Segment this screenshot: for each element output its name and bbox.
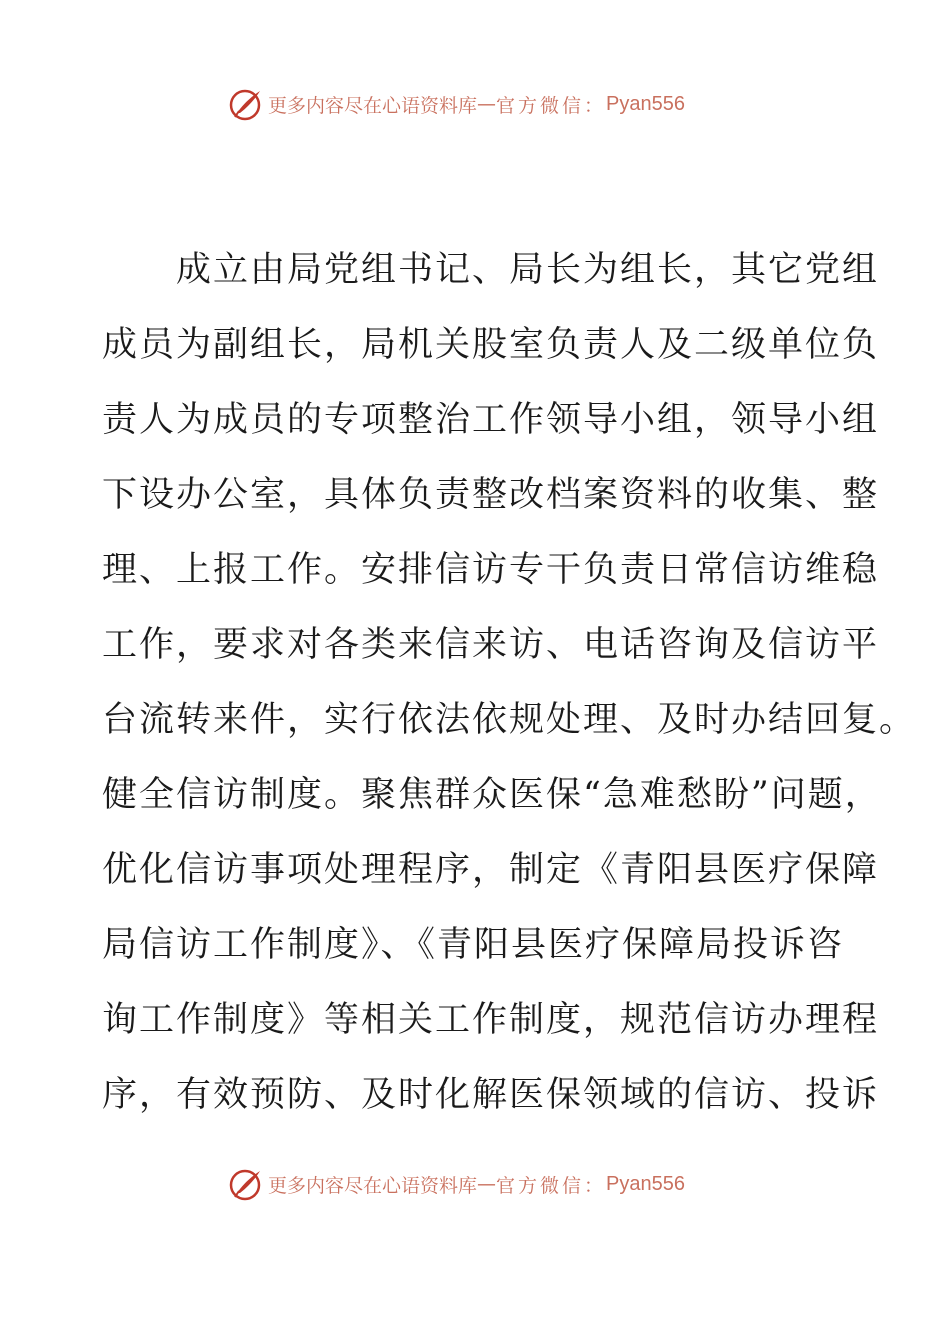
watermark-account: Pyan556 xyxy=(606,1172,685,1195)
watermark-label: 官方微信： xyxy=(496,94,607,117)
quill-pen-logo-icon xyxy=(228,1166,264,1202)
watermark-dash: — xyxy=(477,93,497,115)
body-line: 健全信访制度。聚焦群众医保“急难愁盼”问题， xyxy=(102,775,882,815)
body-line: 局信访工作制度》、《青阳县医疗保障局投诉咨 xyxy=(102,925,845,965)
footer-watermark xyxy=(228,1164,685,1204)
watermark-account: Pyan556 xyxy=(606,92,685,115)
body-line: 理、上报工作。安排信访专干负责日常信访维稳 xyxy=(102,550,880,590)
body-line: 成员为副组长，局机关股室负责人及二级单位负 xyxy=(102,325,880,365)
body-line: 台流转来件，实行依法依规处理、及时办结回复。 xyxy=(102,700,917,740)
body-line: 工作，要求对各类来信来访、电话咨询及信访平 xyxy=(102,625,880,665)
header-watermark xyxy=(228,84,685,124)
watermark-text: 更多内容尽在心语资料库 xyxy=(268,1174,478,1197)
watermark-text: 更多内容尽在心语资料库 xyxy=(268,94,478,117)
body-line: 询工作制度》等相关工作制度，规范信访办理程 xyxy=(102,1000,880,1040)
body-line: 责人为成员的专项整治工作领导小组，领导小组 xyxy=(102,400,880,440)
body-line: 成立由局党组书记、局长为组长，其它党组 xyxy=(102,250,880,290)
watermark-dash: — xyxy=(477,1173,497,1195)
quill-pen-logo-icon xyxy=(228,86,264,122)
body-line: 下设办公室，具体负责整改档案资料的收集、整 xyxy=(102,475,880,515)
body-line: 优化信访事项处理程序，制定《青阳县医疗保障 xyxy=(102,850,880,890)
body-line: 序，有效预防、及时化解医保领域的信访、投诉 xyxy=(102,1075,880,1115)
watermark-label: 官方微信： xyxy=(496,1174,607,1197)
